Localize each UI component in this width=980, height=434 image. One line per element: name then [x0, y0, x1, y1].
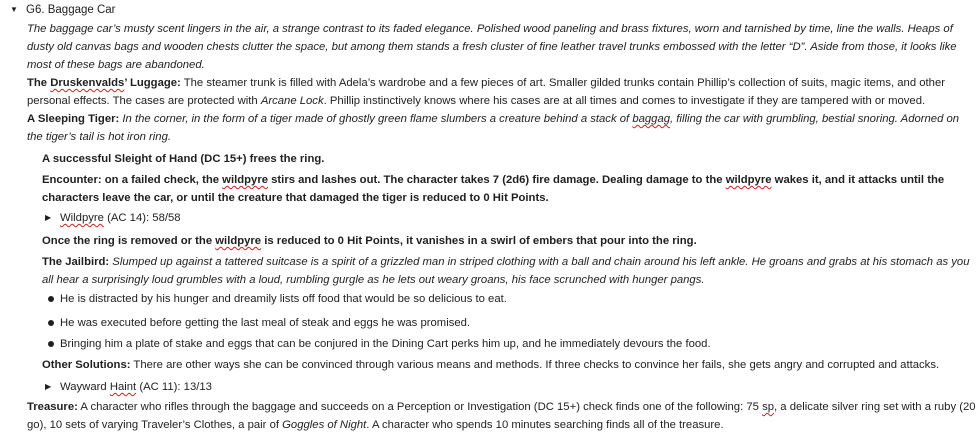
- haint-toggle-label: Wayward Haint (AC 11): 13/13: [60, 381, 212, 393]
- luggage-label: The Druskenvalds’ Luggage:: [27, 77, 181, 89]
- intro-paragraph: The baggage car’s musty scent lingers in the air, a strange contrast to its faded elegance. Polished wood paneling and brass fixtures, worn and tarnished by time, line the walls. Heaps of dusty old canvas bags and wooden chests clutter the space, but among them stands a fresh cluster of fine leather travel trunks embossed with the letter “D”. Aside from those, it looks like most of these bags are abandoned.: [27, 23, 957, 71]
- jailbird-label: The Jailbird:: [42, 256, 110, 268]
- bullet-dot: [48, 296, 54, 302]
- sleight-paragraph: A successful Sleight of Hand (DC 15+) frees the ring.: [42, 153, 325, 165]
- encounter-paragraph: Encounter: on a failed check, the wildpyre stirs and lashes out. The character takes 7 (2d6) fire damage. Dealing damage to the wildpyre wakes it, and it attacks until the characters leave the car, or until the creature that damaged the tiger is reduced to 0 Hit Points.: [42, 174, 945, 204]
- triangle-right-icon[interactable]: ▶: [45, 213, 52, 222]
- bullet-dot: [48, 320, 54, 326]
- list-item: He was executed before getting the last meal of steak and eggs he was promised.: [60, 317, 471, 329]
- section-heading: G6. Baggage Car: [26, 4, 116, 16]
- section-heading-row[interactable]: [10, 1, 116, 19]
- list-item: Bringing him a plate of stake and eggs that can be conjured in the Dining Cart perks him up, and he immediately devours the food.: [60, 338, 711, 350]
- triangle-down-icon[interactable]: ▼: [10, 5, 18, 14]
- tiger-label: A Sleeping Tiger:: [27, 113, 120, 125]
- ring-removed-paragraph: Once the ring is removed or the wildpyre is reduced to 0 Hit Points, it vanishes in a swirl of embers that pour into the ring.: [42, 235, 697, 247]
- item-name: Goggles of Night: [282, 419, 367, 431]
- treasure-label: Treasure:: [27, 401, 78, 413]
- triangle-right-icon[interactable]: ▶: [45, 382, 52, 391]
- wildpyre-toggle-label: Wildpyre (AC 14): 58/58: [60, 212, 181, 224]
- wildpyre-toggle[interactable]: [45, 209, 181, 227]
- jailbird-paragraph: The Jailbird: Slumped up against a tattered suitcase is a spirit of a grizzled man in striped clothing with a ball and chain around his left ankle. He groans and grabs at his stomach as you all hear a surprisingly loud grumbles with a loud, rumbling gurgle as he lets out weary groans, his face scrunched with hunger pangs.: [42, 256, 970, 286]
- list-item: He is distracted by his hunger and dreamily lists off food that would be so delicious to eat.: [60, 293, 507, 305]
- treasure-paragraph: Treasure: A character who rifles through the baggage and succeeds on a Perception or Investigation (DC 15+) check finds one of the following: 75 sp, a delicate silver ring set with a ruby (20 go), 10 sets of varying Traveler’s Clothes, a pair of Goggles of Night. A character who spends 10 minutes searching finds all of the treasure.: [27, 401, 976, 431]
- bullet-dot: [48, 341, 54, 347]
- other-solutions-label: Other Solutions:: [42, 359, 131, 371]
- other-solutions-paragraph: Other Solutions: There are other ways she can be convinced through various means and methods. If three checks to convince her fails, she gets angry and corrupted and attacks.: [42, 359, 940, 371]
- luggage-paragraph: The Druskenvalds’ Luggage: The steamer trunk is filled with Adela’s wardrobe and a few pieces of art. Smaller gilded trunks contain Phillip’s collection of suits, magic items, and other personal effects. The cases are protected with Arcane Lock. Phillip instinctively knows where his cases are at all times and comes to investigate if they are tampered with or moved.: [27, 77, 945, 107]
- tiger-paragraph: A Sleeping Tiger: In the corner, in the form of a tiger made of ghostly green flame slumbers a creature behind a stack of baggag, filling the car with grumbling, bestial snoring. Adorned on the tiger’s tail is hot iron ring.: [27, 113, 960, 143]
- haint-toggle[interactable]: [45, 378, 212, 396]
- spell-name: Arcane Lock: [260, 95, 324, 107]
